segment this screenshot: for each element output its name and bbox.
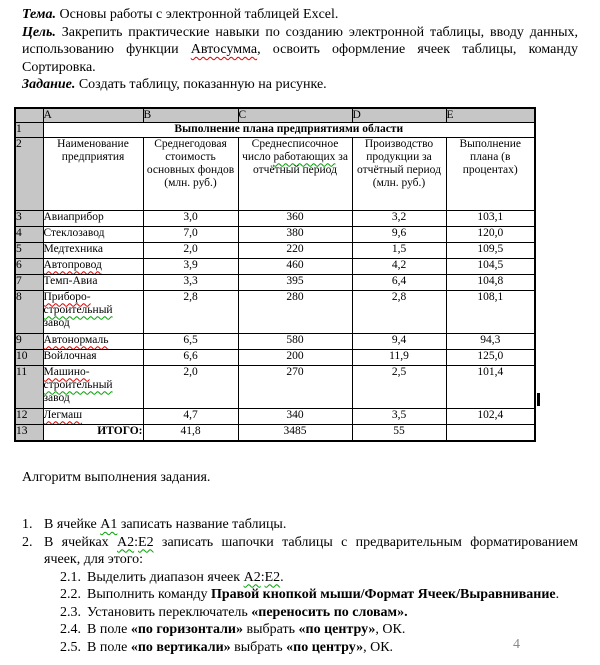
misspelled-word: А1 [100, 517, 118, 532]
text-run: Установить переключатель [87, 604, 252, 620]
text-run: , ОК. [363, 639, 394, 655]
value-cell-D5: 1,5 [352, 242, 446, 258]
text-run: В поле [87, 622, 131, 637]
value-cell-D9: 9,4 [352, 333, 446, 349]
text-run: Наименование предприятия [57, 137, 129, 163]
total-value-cell-B13: 41,8 [143, 424, 238, 441]
value-cell-B10: 6,6 [143, 349, 238, 365]
text-run: «переносить по словам». [251, 604, 408, 620]
enterprise-name-cell [43, 210, 143, 226]
spreadsheet-body [15, 108, 535, 441]
corner-cell [15, 108, 43, 123]
misspelled-word: Е2 [264, 569, 281, 585]
misspelled-word: Автопровод [43, 258, 102, 271]
algorithm-subitems [60, 569, 578, 657]
text-run: завод [43, 391, 70, 404]
text-run: , ОК. [375, 622, 406, 637]
subitem-number: 2.4. [60, 622, 81, 637]
algorithm-list [22, 516, 578, 656]
enterprise-name-cell [43, 333, 143, 349]
total-value-cell-E13 [446, 424, 535, 441]
value-cell-C6: 460 [238, 258, 352, 274]
row-number-cell: 12 [15, 408, 43, 424]
text-run: записать название таблицы. [117, 517, 287, 532]
text-run: выбрать [243, 622, 299, 637]
column-letter-cell: E [446, 108, 535, 123]
table-title-row [15, 122, 535, 137]
subitem-number: 2.5. [60, 639, 81, 655]
row-number-cell: 7 [15, 274, 43, 290]
total-label-cell: ИТОГО: [43, 424, 143, 441]
value-cell-E4: 120,0 [446, 226, 535, 242]
value-cell-B5: 2,0 [143, 242, 238, 258]
table-data-row [15, 226, 535, 242]
enterprise-name-cell [43, 242, 143, 258]
header-cell-A2 [43, 137, 143, 210]
value-cell-C5: 220 [238, 242, 352, 258]
spreadsheet-table [14, 107, 536, 442]
enterprise-name-cell [43, 349, 143, 365]
header-cell-B2 [143, 137, 238, 210]
table-total-row [15, 424, 535, 441]
misspelled-word: Приборо- [43, 290, 91, 303]
item-number: 1. [22, 517, 33, 532]
text-run: В поле [87, 639, 131, 655]
value-cell-D3: 3,2 [352, 210, 446, 226]
intro-paragraph [22, 6, 578, 24]
algorithm-heading: Алгоритм выполнения задания. [22, 469, 211, 485]
column-letter-cell: D [352, 108, 446, 123]
value-cell-C10: 200 [238, 349, 352, 365]
misspelled-word: Автонормаль [43, 333, 109, 346]
spreadsheet-figure [14, 107, 544, 442]
header-cell-D2 [352, 137, 446, 210]
text-run: , освоить оформление ячеек таблицы, команду Сортировка. [22, 42, 578, 75]
text-run: Выполнение плана (в процентах) [459, 137, 522, 176]
table-data-row [15, 290, 535, 333]
value-cell-C11: 270 [238, 365, 352, 408]
algorithm-item [22, 516, 578, 534]
row-number-cell: 4 [15, 226, 43, 242]
value-cell-B12: 4,7 [143, 408, 238, 424]
text-run: Основы работы с электронной таблицей Excel. [56, 7, 339, 22]
table-header-row [15, 137, 535, 210]
text-run: «по центру» [286, 639, 364, 655]
text-run: . [555, 587, 560, 602]
header-cell-C2 [238, 137, 352, 210]
text-run: Правой кнопкой мыши/Формат Ячеек/Выравнивание [210, 587, 556, 602]
misspelled-word: Машино- [43, 365, 90, 378]
misspelled-word: строительный [43, 303, 113, 316]
value-cell-E9: 94,3 [446, 333, 535, 349]
value-cell-E6: 104,5 [446, 258, 535, 274]
text-run: записать шапочки таблицы с предварительным форматированием ячеек, для этого: [44, 534, 579, 567]
misspelled-word: А2 [243, 569, 261, 585]
page-number: 4 [513, 637, 520, 652]
table-title-cell: Выполнение плана предприятиями области [43, 122, 535, 137]
text-run: Выделить диапазон ячеек [87, 569, 244, 585]
text-run: Медтехника [43, 242, 103, 255]
value-cell-B3: 3,0 [143, 210, 238, 226]
misspelled-word: Е2 [138, 534, 154, 550]
column-letter-cell: B [143, 108, 238, 123]
algorithm-subitem [60, 586, 578, 604]
value-cell-C4: 380 [238, 226, 352, 242]
misspelled-word: работающих [273, 150, 336, 163]
table-data-row [15, 365, 535, 408]
value-cell-B11: 2,0 [143, 365, 238, 408]
table-data-row [15, 333, 535, 349]
value-cell-D8: 2,8 [352, 290, 446, 333]
text-run: Войлочная [43, 349, 97, 362]
enterprise-name-cell [43, 290, 143, 333]
text-run: Производство продукции за отчётный период (млн. руб.) [357, 137, 441, 189]
value-cell-E10: 125,0 [446, 349, 535, 365]
paragraph-lead-word: Задание. [22, 77, 76, 92]
enterprise-name-cell [43, 365, 143, 408]
text-run: выбрать [230, 639, 287, 655]
item-number: 2. [22, 534, 33, 550]
value-cell-D6: 4,2 [352, 258, 446, 274]
value-cell-C3: 360 [238, 210, 352, 226]
algorithm-subitem [60, 621, 578, 639]
total-value-cell-C13: 3485 [238, 424, 352, 441]
value-cell-B7: 3,3 [143, 274, 238, 290]
row-number-cell: 13 [15, 424, 43, 441]
row-number-cell: 3 [15, 210, 43, 226]
enterprise-name-cell [43, 274, 143, 290]
algorithm-subitem [60, 569, 578, 587]
value-cell-C7: 395 [238, 274, 352, 290]
text-run: : [134, 534, 139, 550]
row-number-cell: 11 [15, 365, 43, 408]
value-cell-C8: 280 [238, 290, 352, 333]
text-run: В ячейке [44, 517, 101, 532]
value-cell-E5: 109,5 [446, 242, 535, 258]
value-cell-B8: 2,8 [143, 290, 238, 333]
text-run: Выполнить команду [87, 587, 211, 602]
intro-paragraph [22, 76, 578, 94]
value-cell-E11: 101,4 [446, 365, 535, 408]
text-run: Создать таблицу, показанную на рисунке. [75, 77, 327, 92]
subitem-number: 2.3. [60, 604, 81, 620]
enterprise-name-cell [43, 258, 143, 274]
row-number-cell: 6 [15, 258, 43, 274]
table-data-row [15, 258, 535, 274]
row-number-cell: 10 [15, 349, 43, 365]
text-run: Темп-Авиа [43, 274, 98, 287]
misspelled-word: Автосумма [190, 42, 258, 57]
row-number-cell: 2 [15, 137, 43, 210]
algorithm-subitem [60, 604, 578, 622]
value-cell-D12: 3,5 [352, 408, 446, 424]
paragraph-lead-word: Тема. [22, 7, 57, 22]
text-run: за отчётный период [253, 150, 348, 176]
value-cell-E3: 103,1 [446, 210, 535, 226]
value-cell-D7: 6,4 [352, 274, 446, 290]
subitem-number: 2.2. [60, 587, 81, 602]
misspelled-word: Легмаш [43, 408, 83, 421]
misspelled-word: строительный [43, 378, 113, 391]
text-run: «по вертикали» [130, 639, 231, 655]
subitem-number: 2.1. [60, 569, 81, 585]
row-number-cell: 9 [15, 333, 43, 349]
value-cell-C12: 340 [238, 408, 352, 424]
enterprise-name-cell [43, 408, 143, 424]
text-run: «по горизонтали» [130, 622, 243, 637]
value-cell-B9: 6,5 [143, 333, 238, 349]
text-cursor [537, 393, 540, 406]
row-number-cell: 1 [15, 122, 43, 137]
value-cell-D4: 9,6 [352, 226, 446, 242]
intro-paragraphs [22, 6, 578, 94]
text-run: : [260, 569, 265, 585]
value-cell-C9: 580 [238, 333, 352, 349]
table-data-row [15, 210, 535, 226]
text-run: Стеклозавод [43, 226, 105, 239]
intro-paragraph [22, 24, 578, 77]
value-cell-E8: 108,1 [446, 290, 535, 333]
algorithm-item [22, 534, 578, 569]
text-run: Авиаприбор [43, 210, 104, 223]
table-data-row [15, 274, 535, 290]
text-run: «по центру» [298, 622, 376, 637]
value-cell-D10: 11,9 [352, 349, 446, 365]
table-data-row [15, 408, 535, 424]
table-data-row [15, 242, 535, 258]
value-cell-E12: 102,4 [446, 408, 535, 424]
column-letters-row [15, 108, 535, 123]
text-run: . [280, 569, 284, 585]
row-number-cell: 5 [15, 242, 43, 258]
text-run: Среднегодовая стоимость основных фондов (млн. руб.) [146, 137, 235, 189]
column-letter-cell: A [43, 108, 143, 123]
paragraph-lead-word: Цель. [22, 24, 56, 40]
value-cell-B6: 3,9 [143, 258, 238, 274]
algorithm-subitem [60, 639, 578, 657]
text-run: завод [43, 316, 70, 329]
header-cell-E2 [446, 137, 535, 210]
total-value-cell-D13: 55 [352, 424, 446, 441]
misspelled-word: А2 [117, 534, 135, 550]
value-cell-D11: 2,5 [352, 365, 446, 408]
value-cell-B4: 7,0 [143, 226, 238, 242]
text-run: Среднесписочное число [242, 137, 339, 163]
value-cell-E7: 104,8 [446, 274, 535, 290]
text-run: В ячейках [44, 534, 117, 550]
column-letter-cell: C [238, 108, 352, 123]
enterprise-name-cell [43, 226, 143, 242]
row-number-cell: 8 [15, 290, 43, 333]
text-run: Закрепить практические навыки по созданию электронной таблицы, вводу данных, использованию функции [22, 24, 578, 57]
table-data-row [15, 349, 535, 365]
